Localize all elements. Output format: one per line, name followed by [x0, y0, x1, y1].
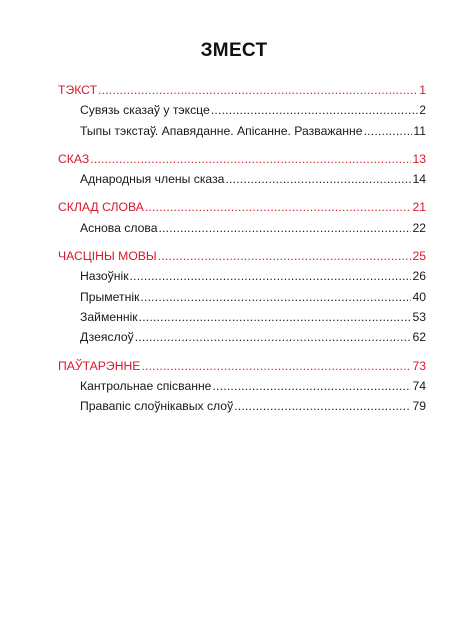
dot-leader [98, 83, 418, 97]
toc-section-parts-of-speech [58, 249, 426, 350]
dot-leader [90, 152, 411, 166]
table-of-contents [58, 83, 426, 419]
toc-section-label: ЧАСЦІНЫ МОВЫ [58, 249, 157, 264]
toc-section-label: ПАЎТАРЭННЕ [58, 358, 141, 373]
toc-entry-label: Аснова слова [80, 220, 158, 235]
toc-section-text [58, 83, 426, 144]
toc-page-number: 11 [413, 123, 426, 138]
toc-entry[interactable] [58, 330, 426, 350]
toc-entry-label: Назоўнік [80, 269, 129, 284]
dot-leader [158, 221, 411, 235]
toc-entry[interactable] [58, 221, 426, 241]
toc-page-number: 22 [412, 220, 426, 235]
dot-leader [140, 290, 411, 304]
toc-entry[interactable] [58, 379, 426, 399]
toc-page-number: 13 [412, 151, 426, 166]
toc-section-sentence [58, 152, 426, 193]
dot-leader [225, 172, 411, 186]
toc-section-label: СКЛАД СЛОВА [58, 200, 144, 215]
dot-leader [212, 379, 411, 393]
toc-entry[interactable] [58, 399, 426, 419]
dot-leader [364, 124, 413, 138]
toc-page-number: 74 [412, 378, 426, 393]
toc-section-heading[interactable] [58, 83, 426, 103]
toc-section-label: СКАЗ [58, 151, 90, 166]
toc-page-number: 62 [412, 330, 426, 345]
toc-page-number: 21 [412, 200, 426, 215]
toc-entry-label: Кантрольнае спісванне [80, 378, 212, 393]
toc-entry-label: Сувязь сказаў у тэксце [80, 103, 210, 118]
toc-entry[interactable] [58, 290, 426, 310]
toc-page-number: 2 [419, 103, 426, 118]
toc-entry[interactable] [58, 124, 426, 144]
dot-leader [145, 200, 412, 214]
toc-entry-label: Тыпы тэкстаў. Апавяданне. Апісанне. Разважанне [80, 123, 363, 138]
toc-page-number: 53 [412, 309, 426, 324]
toc-page-number: 26 [412, 269, 426, 284]
toc-page-number: 40 [412, 289, 426, 304]
toc-section-label: ТЭКСТ [58, 83, 98, 97]
toc-entry[interactable] [58, 172, 426, 192]
toc-entry[interactable] [58, 103, 426, 123]
toc-entry-label: Аднародныя члены сказа [80, 172, 225, 187]
toc-entry[interactable] [58, 310, 426, 330]
toc-section-heading[interactable] [58, 249, 426, 269]
dot-leader [211, 103, 418, 117]
dot-leader [130, 269, 412, 283]
toc-section-word-structure [58, 200, 426, 241]
toc-entry[interactable] [58, 269, 426, 289]
dot-leader [158, 249, 412, 263]
toc-page-number: 73 [412, 358, 426, 373]
toc-page-number: 25 [412, 249, 426, 264]
toc-entry-label: Дзеяслоў [80, 330, 134, 345]
toc-section-heading[interactable] [58, 200, 426, 220]
toc-entry-label: Займеннік [80, 309, 138, 324]
dot-leader [139, 310, 412, 324]
toc-section-heading[interactable] [58, 359, 426, 379]
page-title: ЗМЕСТ [200, 40, 268, 61]
toc-section-review [58, 359, 426, 420]
dot-leader [141, 359, 411, 373]
dot-leader [234, 399, 411, 413]
toc-page-number: 1 [419, 83, 426, 97]
toc-page-number: 79 [412, 399, 426, 414]
toc-page-number: 14 [412, 172, 426, 187]
dot-leader [135, 330, 412, 344]
toc-entry-label: Прыметнік [80, 289, 140, 304]
toc-entry-label: Правапіс слоўнікавых слоў [80, 399, 234, 414]
toc-section-heading[interactable] [58, 152, 426, 172]
